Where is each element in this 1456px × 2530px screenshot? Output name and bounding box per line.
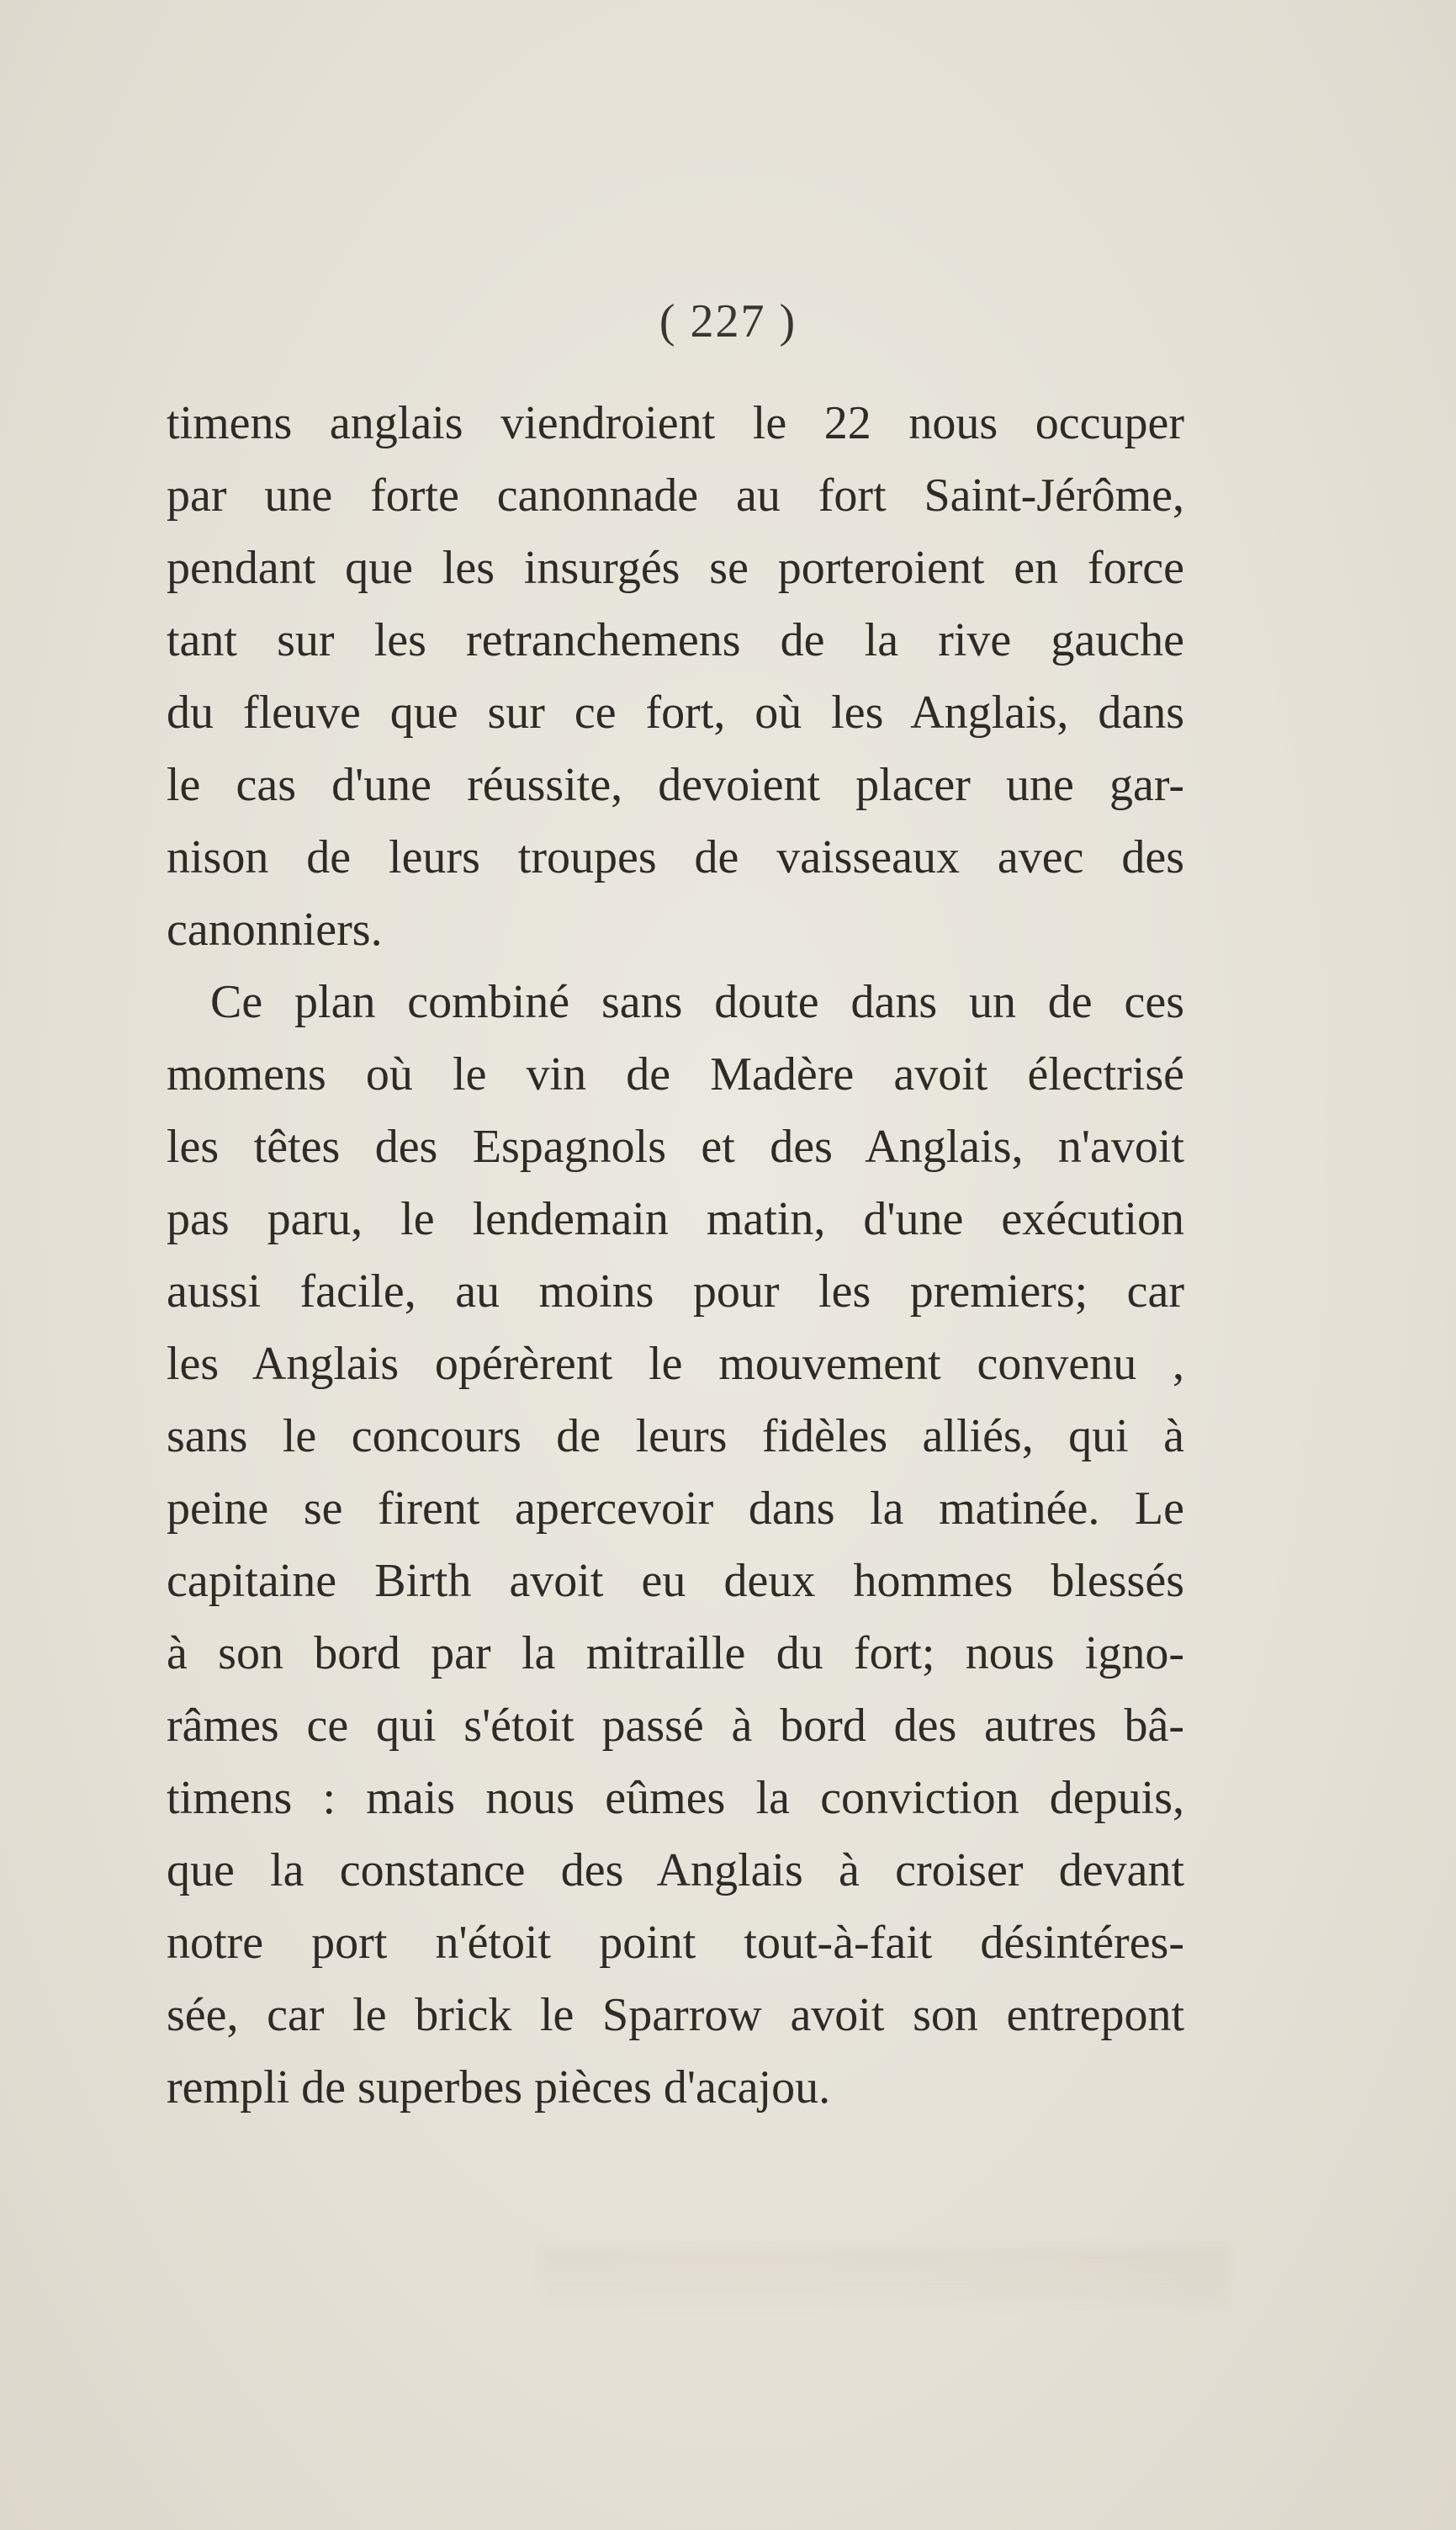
text-line: râmes ce qui s'étoit passé à bord des autres bâ- [167, 1700, 1184, 1752]
text-line: à son bord par la mitraille du fort; nous igno- [167, 1627, 1184, 1679]
show-through-shadow [538, 2246, 1228, 2305]
text-line: du fleuve que sur ce fort, où les Anglais, dans [167, 687, 1184, 739]
text-line: les Anglais opérèrent le mouvement convenu , [167, 1338, 1184, 1390]
text-line: sée, car le brick le Sparrow avoit son entrepont [167, 1989, 1184, 2041]
paragraph [167, 966, 1184, 2124]
text-line: sans le concours de leurs fidèles alliés, qui à [167, 1410, 1184, 1462]
text-line: Ce plan combiné sans doute dans un de ces [210, 976, 1184, 1028]
text-line: peine se firent apercevoir dans la matinée. Le [167, 1482, 1184, 1535]
text-line: aussi facile, au moins pour les premiers; car [167, 1265, 1184, 1318]
text-line: rempli de superbes pièces d'acajou. [167, 2061, 831, 2114]
text-line: timens anglais viendroient le 22 nous occuper [167, 397, 1184, 449]
text-line: timens : mais nous eûmes la conviction depuis, [167, 1772, 1184, 1824]
text-line: canonniers. [167, 904, 383, 956]
text-line: momens où le vin de Madère avoit électrisé [167, 1048, 1184, 1101]
text-line: capitaine Birth avoit eu deux hommes blessés [167, 1555, 1184, 1607]
text-line: nison de leurs troupes de vaisseaux avec des [167, 831, 1184, 883]
text-line: le cas d'une réussite, devoient placer une gar- [167, 759, 1184, 811]
text-line: que la constance des Anglais à croiser devant [167, 1844, 1184, 1896]
text-line: par une forte canonnade au fort Saint-Jérôme, [167, 469, 1184, 522]
page-number: ( 227 ) [659, 295, 797, 347]
text-line: pas paru, le lendemain matin, d'une exécution [167, 1193, 1184, 1245]
paragraph [167, 387, 1184, 966]
text-line: les têtes des Espagnols et des Anglais, n'avoit [167, 1121, 1184, 1173]
text-line: tant sur les retranchemens de la rive gauche [167, 614, 1184, 666]
body-text [167, 387, 1184, 2124]
text-line: pendant que les insurgés se porteroient en force [167, 542, 1184, 594]
text-line: notre port n'étoit point tout-à-fait désintéres- [167, 1917, 1184, 1969]
